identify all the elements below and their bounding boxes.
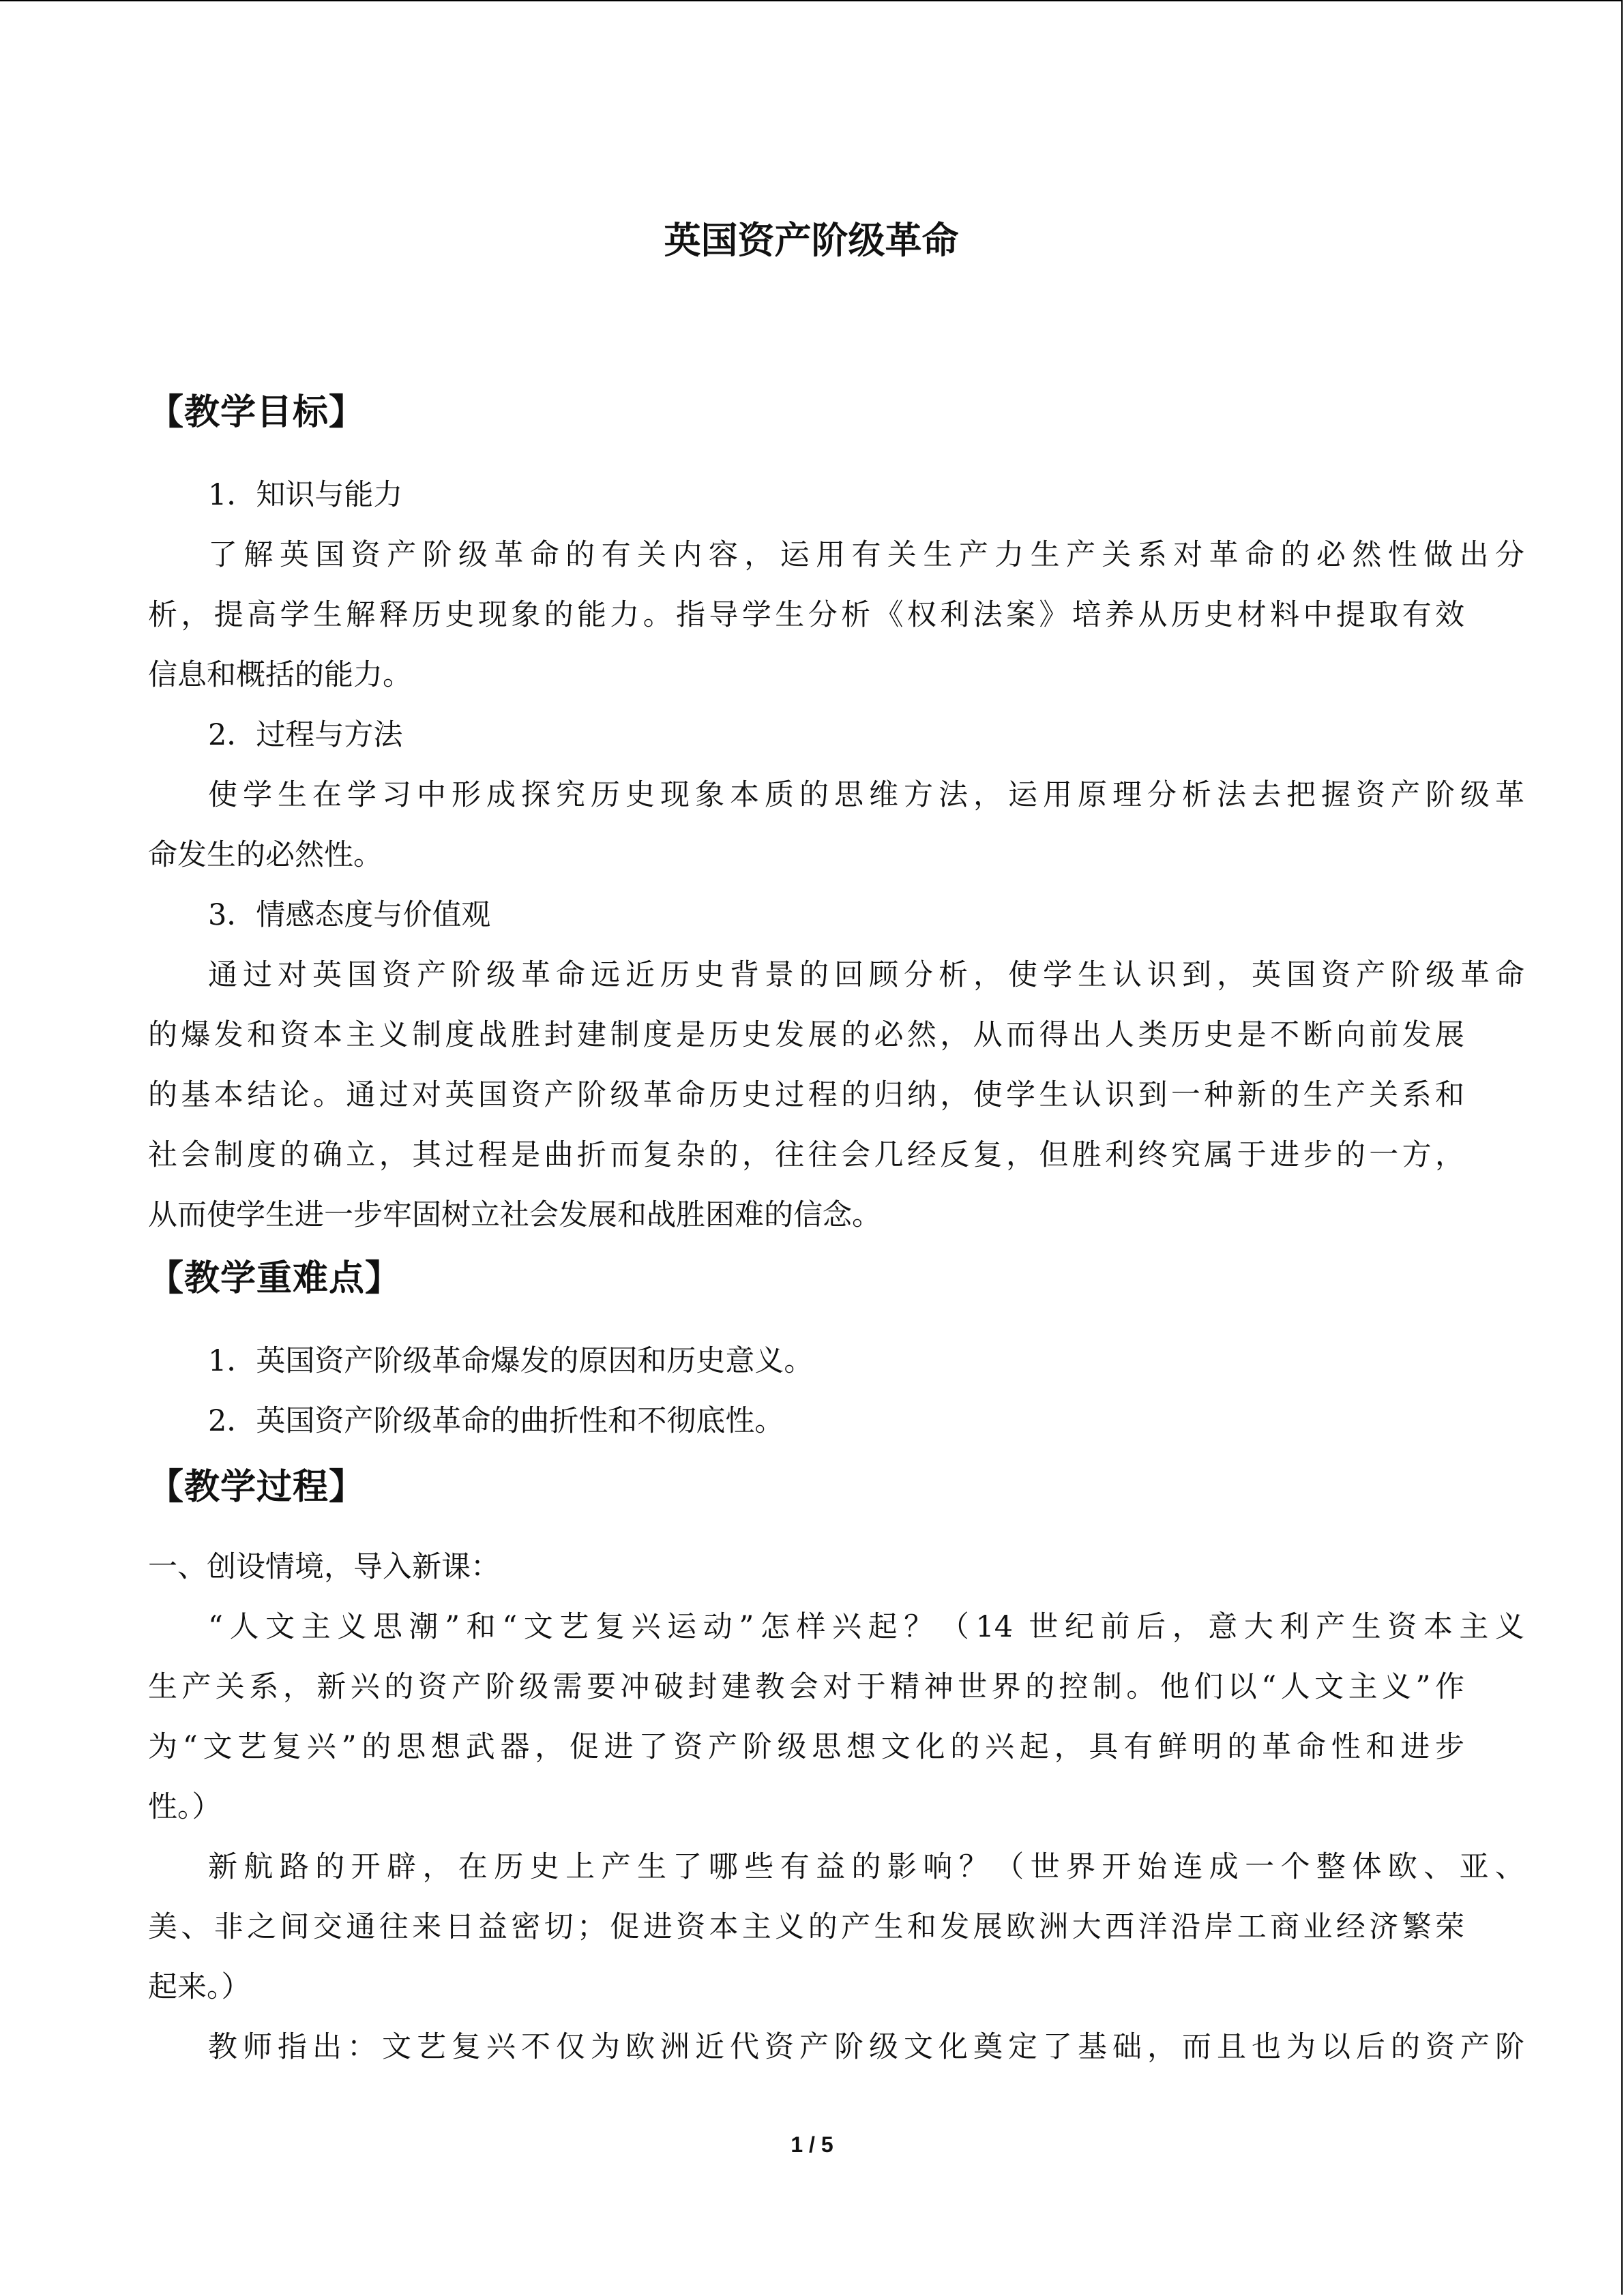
goal-3-line: 的爆发和资本主义制度战胜封建制度是历史发展的必然，从而得出人类历史是不断向前发展: [148, 1018, 1464, 1052]
goal-3-line: 的基本结论。通过对英国资产阶级革命历史过程的归纳，使学生认识到一种新的生产关系和: [148, 1078, 1464, 1112]
heading-key-points: 【教学重难点】: [148, 1258, 402, 1299]
heading-teaching-goals: 【教学目标】: [148, 392, 366, 433]
keypoint-item: 2．英国资产阶级革命的曲折性和不彻底性。: [208, 1404, 784, 1438]
process-step-title: 一、创设情境，导入新课：: [148, 1550, 500, 1584]
goal-3-line: 从而使学生进一步牢固树立社会发展和战胜困难的信念。: [148, 1198, 881, 1232]
goal-1-line: 析，提高学生解释历史现象的能力。指导学生分析《权利法案》培养从历史材料中提取有效: [148, 598, 1464, 632]
goal-3-line: 社会制度的确立，其过程是曲折而复杂的，往往会几经反复，但胜利终究属于进步的一方，: [148, 1138, 1464, 1172]
goal-1-line: 信息和概括的能力。: [148, 658, 412, 692]
keypoint-item: 1．英国资产阶级革命爆发的原因和历史意义。: [208, 1344, 814, 1378]
page-title: 英国资产阶级革命: [664, 219, 959, 262]
page-number: 1 / 5: [791, 2132, 833, 2157]
heading-teaching-process: 【教学过程】: [148, 1467, 366, 1508]
goal-2-line: 使学生在学习中形成探究历史现象本质的思维方法，运用原理分析法去把握资产阶级革: [208, 778, 1524, 812]
goal-3-line: 通过对英国资产阶级革命远近历史背景的回顾分析，使学生认识到，英国资产阶级革命: [208, 958, 1524, 992]
process-paragraph-line: 性。）: [148, 1790, 222, 1824]
process-paragraph-line: 为“文艺复兴”的思想武器，促进了资产阶级思想文化的兴起，具有鲜明的革命性和进步: [148, 1730, 1464, 1764]
goal-3-title: 3．情感态度与价值观: [208, 898, 491, 932]
goal-1-line: 了解英国资产阶级革命的有关内容，运用有关生产力生产关系对革命的必然性做出分: [208, 538, 1524, 572]
process-paragraph-line: 教师指出：文艺复兴不仅为欧洲近代资产阶级文化奠定了基础，而且也为以后的资产阶: [208, 2030, 1524, 2064]
process-paragraph-line: 美、非之间交通往来日益密切；促进资本主义的产生和发展欧洲大西洋沿岸工商业经济繁荣: [148, 1910, 1464, 1944]
process-paragraph-line: “人文主义思潮”和“文艺复兴运动”怎样兴起？（14 世纪前后，意大利产生资本主义: [208, 1610, 1524, 1644]
process-paragraph-line: 起来。）: [148, 1970, 251, 2004]
goal-2-title: 2．过程与方法: [208, 718, 403, 752]
goal-2-line: 命发生的必然性。: [148, 838, 383, 872]
process-paragraph-line: 生产关系，新兴的资产阶级需要冲破封建教会对于精神世界的控制。他们以“人文主义”作: [148, 1670, 1464, 1704]
process-paragraph-line: 新航路的开辟，在历史上产生了哪些有益的影响？（世界开始连成一个整体欧、亚、: [208, 1850, 1524, 1884]
goal-1-title: 1．知识与能力: [208, 478, 403, 512]
